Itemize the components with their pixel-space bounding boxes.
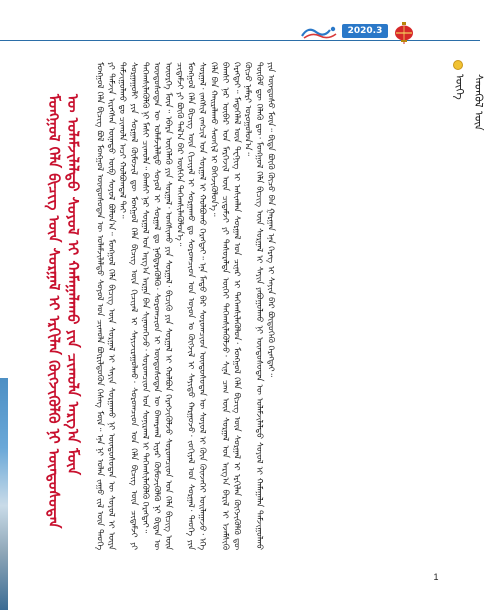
magazine-logo-icon xyxy=(300,24,338,40)
article-paragraph: ᠰᠤᠷᠭᠠᠭᠤᠯᠢ ᠶᠢᠨ ᠰᠤᠷᠭᠠᠯ ᠬᠦᠮᠦᠵᠢᠯ ᠳᠦ ᠮᠣᠩᠭᠣᠯ ᠬᠡᠯᠡ ᠪᠢᠴᠢᠭ ᠦᠨ ᠬᠢᠴᠢᠶᠡᠯ ᠢ ᠰᠠᠶᠢᠵᠢᠷᠠᠭᠤᠯᠬᠤ᠂ ᠰᠤᠷᠤᠭᠴᠢᠳ ᠤᠨ ᠬᠡᠯᠡ ᠪᠢᠴᠢᠭ ᠦᠨ ᠴᠢᠳᠠᠮᠵᠢ ᠶᠢ ᠳᠡᠭᠡᠭ᠍ᠰᠢᠯᠡᠭᠦᠯᠬᠦ ᠨᠢ ᠮᠠᠰᠢ ᠴᠢᠬᠤᠯᠠ᠃ ᠪᠠᠭᠰᠢ ᠨᠠᠷ ᠰᠤᠷᠭᠠᠯ ᠤᠨ ᠠᠷᠭ᠎ᠠ ᠠᠷᠭᠠ ᠪᠠᠨ ᠰᠢᠨᠡᠳᠬᠡᠵᠦ᠂ ᠰᠤᠷᠤᠭᠴᠢᠳ ᠤᠨ ᠰᠣᠨᠢᠷᠬᠠᠯ ᠢ ᠳᠡᠭᠡᠭ᠍ᠰᠢᠯᠡᠭᠦᠯᠬᠦ ᠬᠡᠷᠡᠭᠲᠡᠢ᠃ xyxy=(129,62,152,550)
article-paragraph: ᠳᠦᠭᠦᠮ ᠳᠦ ᠬᠡᠯᠡᠬᠦ ᠳᠦ᠂ ᠮᠣᠩᠭᠣᠯ ᠬᠡᠯᠡ ᠪᠢᠴᠢᠭ ᠦᠨ ᠰᠤᠷᠭᠠᠯ ᠢ ᠰᠠᠶᠢᠨ ᠶᠠᠪᠤᠭᠤᠯᠬᠤ ᠨᠢ ᠦᠨᠳᠦᠰᠦᠲᠡᠨ ᠦ ᠤᠯᠠᠮᠵᠢᠯᠠᠯᠲᠤ ᠰᠣᠶᠣᠯ ᠢ ᠬᠠᠮᠠᠭᠠᠯᠠᠨ ᠳᠠᠮᠵᠢᠭᠤᠯᠬᠤ ᠶᠢᠨ ᠦᠨᠳᠦᠰᠦ ᠮᠥᠨ᠃ ᠪᠢᠳᠡ ᠪᠦᠬᠦ ᠬᠦᠴᠦ ᠪᠡᠨ ᠭᠠᠷᠭᠠᠨ ᠡᠨᠡ ᠬᠡᠷᠡᠭ ᠢ ᠰᠠᠶᠢᠨ ᠪᠡᠷ ᠪᠦᠲᠦᠭᠡᠬᠦ ᠬᠡᠷᠡᠭᠲᠡᠢ᠃ xyxy=(255,62,277,550)
article-body xyxy=(94,62,440,550)
article-paragraph: ᠦᠨᠳᠦᠰᠦᠲᠡᠨ ᠦ ᠤᠯᠠᠮᠵᠢᠯᠠᠯᠲᠤ ᠰᠣᠶᠣᠯ ᠢ ᠰᠤᠷᠭᠠᠯ ᠳᠤ ᠨᠡᠪᠲᠡᠷᠡᠭᠦᠯᠬᠦ᠂ ᠰᠤᠷᠤᠭᠴᠢᠳ ᠢ ᠦᠨᠳᠦᠰᠦᠲᠡᠨ ᠦ ᠪᠠᠬᠠᠷᠬᠠᠯ ᠢᠶᠠᠷ ᠬᠦᠮᠦᠵᠢᠭᠦᠯᠬᠦ ᠨᠢ ᠪᠢᠳᠡᠨ ᠦ ᠦᠦᠷᠭᠡ ᠮᠥᠨ᠃ ᠡᠪᠡᠷᠡ ᠦᠭᠡᠯᠡᠬᠦ ᠶᠢᠨ ᠰᠤᠷᠭᠠᠯ᠂ ᠤᠩᠰᠢᠬᠤ ᠶᠢᠨ ᠰᠤᠷᠭᠠᠯ᠂ ᠪᠢᠴᠢᠬᠦ ᠶᠢᠨ ᠰᠤᠷᠭᠠᠯ ᠢ ᠬᠣᠯᠪᠣᠨ ᠬᠡᠷᠡᠭᠵᠢᠭᠦᠯᠵᠦ ᠰᠤᠷᠤᠭᠴᠢᠳ ᠤᠨ ᠬᠡᠯᠡ ᠪᠢᠴᠢᠭ ᠦᠨ ᠴᠢᠳᠠᠮᠵᠢ ᠶᠢ ᠪᠦᠬᠦ ᠲᠠᠯ᠎ᠠ ᠪᠠᠷ ᠥᠰᠬᠡᠨ ᠳᠡᠭᠡᠭ᠍ᠰᠢᠯᠡᠭᠦᠯᠦᠨ᠎ᠡ᠃ xyxy=(152,62,186,550)
article-paragraph: ᠪᠠᠭᠰᠢ ᠨᠠᠷ ᠥᠪᠡᠷ ᠤᠨ ᠮᠡᠷᠭᠡᠵᠢᠯ ᠦᠨ ᠴᠢᠳᠠᠮᠵᠢ ᠶᠢ ᠲᠠᠰᠤᠷᠠᠯᠲᠠ ᠦᠭᠡᠢ ᠳᠡᠭᠡᠭ᠍ᠰᠢᠯᠡᠭᠦᠯᠵᠦ᠂ ᠰᠢᠨᠡ ᠴᠠᠭ ᠦᠨ ᠰᠤᠷᠭᠠᠯ ᠤᠨ ᠠᠷᠭ᠎ᠠ ᠪᠠᠷᠢᠯ ᠢ ᠡᠵᠡᠮᠰᠢᠬᠦ ᠬᠡᠷᠡᠭᠲᠡᠢ᠃ ᠮᠡᠳᠡᠭᠡᠯᠡᠯ ᠦᠨ ᠲᠧᠬᠨᠢᠭ ᠢ ᠠᠰᠢᠭᠯᠠᠨ ᠰᠤᠷᠭᠠᠯ ᠤᠨ ᠴᠢᠨᠠᠷ ᠢ ᠳᠡᠭᠡᠭ᠍ᠰᠢᠯᠡᠭᠦᠯᠦᠨ᠂ ᠮᠣᠩᠭᠣᠯ ᠬᠡᠯᠡ ᠪᠢᠴᠢᠭ ᠦᠨ ᠰᠤᠷᠭᠠᠯ ᠢ ᠡᠷᠬᠢᠯᠡᠨ ᠬᠥᠭᠵᠢᠭᠦᠯᠬᠦ ᠳᠦ ᠬᠦᠴᠦ ᠨᠡᠮᠡᠷᠢ ᠣᠷᠣᠭᠤᠯᠤᠨ᠎ᠠ᠃ xyxy=(220,62,254,550)
article-paragraph: ᠮᠣᠩᠭᠣᠯ ᠬᠡᠯᠡ ᠪᠢᠴᠢᠭ ᠪᠣᠯ ᠮᠣᠩᠭᠣᠯ ᠦᠨᠳᠦᠰᠦᠲᠡᠨ ᠦ ᠤᠯᠠᠮᠵᠢᠯᠠᠯᠲᠤ ᠰᠣᠶᠣᠯ ᠤᠨ ᠴᠢᠬᠤᠯᠠ ᠪᠦᠷᠢᠯᠳᠦᠬᠦᠨ ᠬᠡᠰᠡᠭ ᠮᠥᠨ᠃ ᠡᠨᠡ ᠨᠢ ᠣᠯᠠᠨ ᠵᠠᠭᠤ ᠵᠢᠯ ᠦᠨ ᠲᠡᠦᠬᠡ ᠶᠢ ᠳᠠᠮᠵᠢᠨ ᠢᠷᠡᠭᠰᠡᠨ ᠦᠨᠡᠲᠦ ᠥᠪ ᠰᠣᠶᠣᠯ ᠪᠣᠯᠤᠨ᠎ᠠ᠃ ᠮᠣᠩᠭᠣᠯ ᠬᠡᠯᠡ ᠪᠢᠴᠢᠭ ᠦᠨ ᠰᠤᠷᠭᠠᠯ ᠢ ᠰᠠᠶᠢᠨ ᠰᠤᠷᠭᠠᠬᠤ ᠨᠢ ᠦᠨᠳᠦᠰᠦᠲᠡᠨ ᠦ ᠰᠣᠶᠣᠯ ᠢ ᠦᠶᠡ ᠳᠠᠮᠵᠢᠭᠤᠯᠬᠤ ᠳᠤ ᠴᠢᠬᠤᠯᠠ ᠠᠴᠢ ᠬᠣᠯᠪᠣᠭᠳᠠᠯ ᠲᠠᠶ᠃ xyxy=(95,62,129,551)
issue-badge: 2020.3 xyxy=(342,24,388,38)
lantern-icon xyxy=(392,22,416,44)
section-label-text: ᠰᠡᠳᠬᠦᠯ ᠦᠨ ᠦᠭᠡ xyxy=(453,74,485,131)
side-photo-strip xyxy=(0,378,8,610)
article-paragraph: ᠮᠣᠩᠭᠣᠯ ᠬᠡᠯᠡ ᠪᠢᠴᠢᠭ ᠦᠨ ᠬᠢᠴᠢᠶᠡᠯ ᠢ ᠰᠤᠷᠭᠠᠬᠤ ᠳᠤ ᠰᠤᠷᠤᠭᠴᠢᠳ ᠤᠨ ᠣᠶᠤᠨ ᠤ ᠬᠥᠭᠵᠢᠯ ᠢ ᠰᠠᠶᠢᠲᠤ ᠬᠠᠷᠭᠤᠵᠤ᠂ ᠵᠣᠬᠢᠶᠠᠯ ᠤᠨ ᠰᠤᠷᠭᠠᠯ᠂ ᠲᠡᠦᠬᠡ ᠶᠢᠨ ᠰᠤᠷᠭᠠᠯ᠂ ᠵᠠᠩᠰᠢᠯ ᠵᠠᠩᠴᠢᠯ ᠤᠨ ᠰᠤᠷᠭᠠᠯ ᠢ ᠬᠣᠯᠪᠣᠬᠤ ᠬᠡᠷᠡᠭᠲᠡᠢ᠃ ᠡᠨᠡ ᠮᠡᠲᠦ ᠪᠡᠷ ᠰᠤᠷᠤᠭᠴᠢᠳ ᠦᠨᠳᠦᠰᠦᠲᠡᠨ ᠦ ᠰᠣᠶᠣᠯ ᠢ ᠭᠦᠨ ᠭᠦᠨᠵᠡᠭᠡᠢ ᠣᠢᠯᠠᠭᠠᠵᠤ᠂ ᠡᠬᠡ ᠬᠡᠯᠡ ᠪᠡᠨ ᠬᠠᠢᠷᠠᠯᠠᠬᠤ ᠰᠡᠳᠬᠢᠯ ᠢ ᠪᠡᠬᠡᠵᠢᠭᠦᠯᠦᠨ᠎ᠡ᠃ xyxy=(186,62,220,551)
section-label xyxy=(448,60,485,140)
page-number: 1 xyxy=(433,572,439,582)
section-bullet-icon xyxy=(453,60,463,70)
article-title: ᠮᠣᠩᠭᠣᠯ ᠬᠡᠯᠡ ᠪᠢᠴᠢᠭ ᠦᠨ ᠰᠤᠷᠭᠠᠯ ᠢ ᠡᠷᠬᠢᠯᠡᠨ ᠬᠥᠭᠵᠢᠭᠦᠯᠬᠦ ᠨᠢ ᠦᠨᠳᠦᠰᠦᠲᠡᠨ ᠦ ᠤᠯᠠᠮᠵᠢᠯᠠᠯᠲᠤ ᠰᠣᠶᠣᠯ ᠢ ᠬᠠᠮᠠᠭᠠᠯᠠᠬᠤ ᠶᠢᠨ ᠴᠢᠬᠤᠯᠠ ᠠᠷᠭ᠎ᠠ ᠮᠥᠨ xyxy=(45,94,82,529)
magazine-header xyxy=(300,22,420,42)
